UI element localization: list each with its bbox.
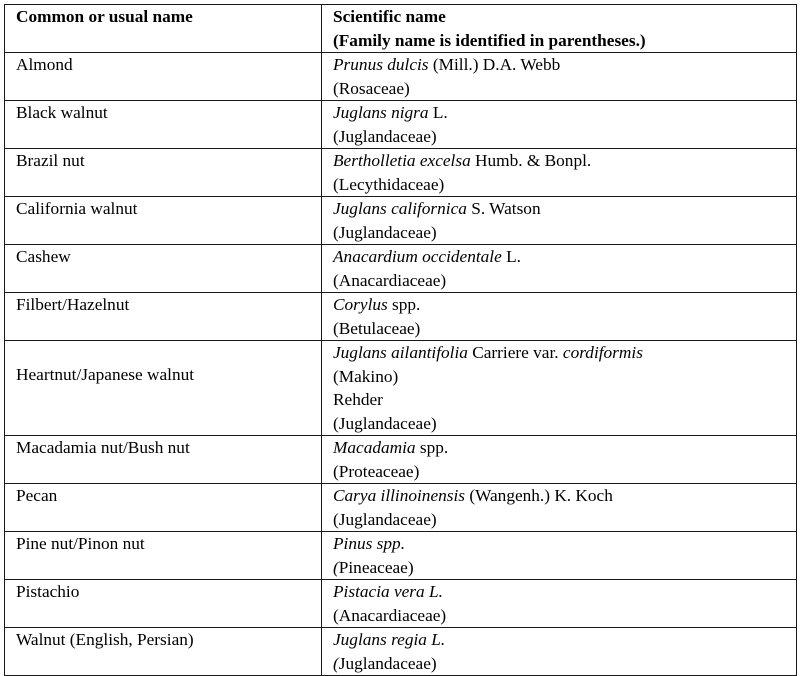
- family-name: (Lecythidaceae): [333, 174, 445, 194]
- species-name: Carya illinoinensis: [333, 486, 466, 505]
- family-name: (Juglandaceae): [333, 653, 437, 673]
- table-row: [5, 436, 797, 484]
- species-name: Juglans nigra: [333, 103, 429, 122]
- common-name-cell: Black walnut: [5, 101, 322, 149]
- family-name: (Juglandaceae): [333, 126, 437, 146]
- header-common-name: Common or usual name: [5, 5, 322, 53]
- scientific-name-cell: [322, 580, 797, 628]
- authority: Humb. & Bonpl.: [470, 151, 592, 170]
- table-row: [5, 341, 797, 436]
- common-name-cell: Almond: [5, 53, 322, 101]
- authority: S. Watson: [466, 199, 541, 218]
- table-row: [5, 532, 797, 580]
- species-name: Anacardium occidentale: [333, 247, 502, 266]
- scientific-name-cell: [322, 149, 797, 197]
- scientific-name-cell: [322, 101, 797, 149]
- table-row: [5, 628, 797, 676]
- family-name: (Proteaceae): [333, 461, 420, 481]
- family-name: (Anacardiaceae): [333, 270, 447, 290]
- scientific-name-cell: [322, 293, 797, 341]
- species-name: Bertholletia excelsa: [333, 151, 471, 170]
- scientific-name-cell: [322, 628, 797, 676]
- header-scientific-name: [322, 5, 797, 53]
- variety-name: cordiformis: [562, 343, 643, 362]
- scientific-name-cell: [322, 436, 797, 484]
- common-name-cell: Pistachio: [5, 580, 322, 628]
- common-name-cell: Walnut (English, Persian): [5, 628, 322, 676]
- common-name-cell: Pecan: [5, 484, 322, 532]
- family-name: (Juglandaceae): [333, 509, 437, 529]
- species-name: Juglans ailantifolia: [333, 343, 468, 362]
- tree-nut-names-table: [4, 4, 797, 676]
- header-scientific-line1: Scientific name: [333, 7, 446, 26]
- common-name-cell: Heartnut/Japanese walnut: [5, 341, 322, 436]
- family-name: (Juglandaceae): [333, 413, 437, 433]
- species-name: Prunus dulcis: [333, 55, 429, 74]
- scientific-name-cell: [322, 532, 797, 580]
- table-row: [5, 484, 797, 532]
- common-name-cell: Cashew: [5, 245, 322, 293]
- header-scientific-line2: (Family name is identified in parentheses.): [333, 30, 646, 50]
- common-name-cell: Brazil nut: [5, 149, 322, 197]
- family-name: (Rosaceae): [333, 78, 410, 98]
- species-name: Juglans californica: [333, 199, 467, 218]
- table-row: [5, 197, 797, 245]
- scientific-name-cell: [322, 341, 797, 436]
- common-name-cell: California walnut: [5, 197, 322, 245]
- common-name-cell: Filbert/Hazelnut: [5, 293, 322, 341]
- table-row: [5, 53, 797, 101]
- table-row: [5, 293, 797, 341]
- scientific-name-cell: [322, 53, 797, 101]
- authority: (Wangenh.) K. Koch: [465, 486, 613, 505]
- common-name-cell: Pine nut/Pinon nut: [5, 532, 322, 580]
- authority: L.: [428, 103, 448, 122]
- species-name: Macadamia: [333, 438, 416, 457]
- header-row: [5, 5, 797, 53]
- table-row: [5, 245, 797, 293]
- authority: spp.: [387, 295, 421, 314]
- authority: (Mill.) D.A. Webb: [428, 55, 561, 74]
- authority: Carriere var.: [467, 343, 563, 362]
- authority: spp.: [415, 438, 449, 457]
- table-row: [5, 149, 797, 197]
- authority: L.: [501, 247, 521, 266]
- species-name: Juglans regia L.: [333, 630, 446, 649]
- species-name: Pistacia vera L.: [333, 582, 443, 601]
- common-name-cell: Macadamia nut/Bush nut: [5, 436, 322, 484]
- species-name: Corylus: [333, 295, 388, 314]
- scientific-name-cell: [322, 245, 797, 293]
- variety-authority-line1: (Makino): [333, 366, 399, 386]
- table-row: [5, 580, 797, 628]
- scientific-name-cell: [322, 197, 797, 245]
- family-name: (Juglandaceae): [333, 222, 437, 242]
- family-name: (Anacardiaceae): [333, 605, 447, 625]
- scientific-name-cell: [322, 484, 797, 532]
- table-row: [5, 101, 797, 149]
- variety-authority-line2: Rehder: [333, 390, 383, 409]
- family-name: (Betulaceae): [333, 318, 421, 338]
- family-name: (Pineaceae): [333, 557, 414, 577]
- species-name: Pinus spp.: [333, 534, 406, 553]
